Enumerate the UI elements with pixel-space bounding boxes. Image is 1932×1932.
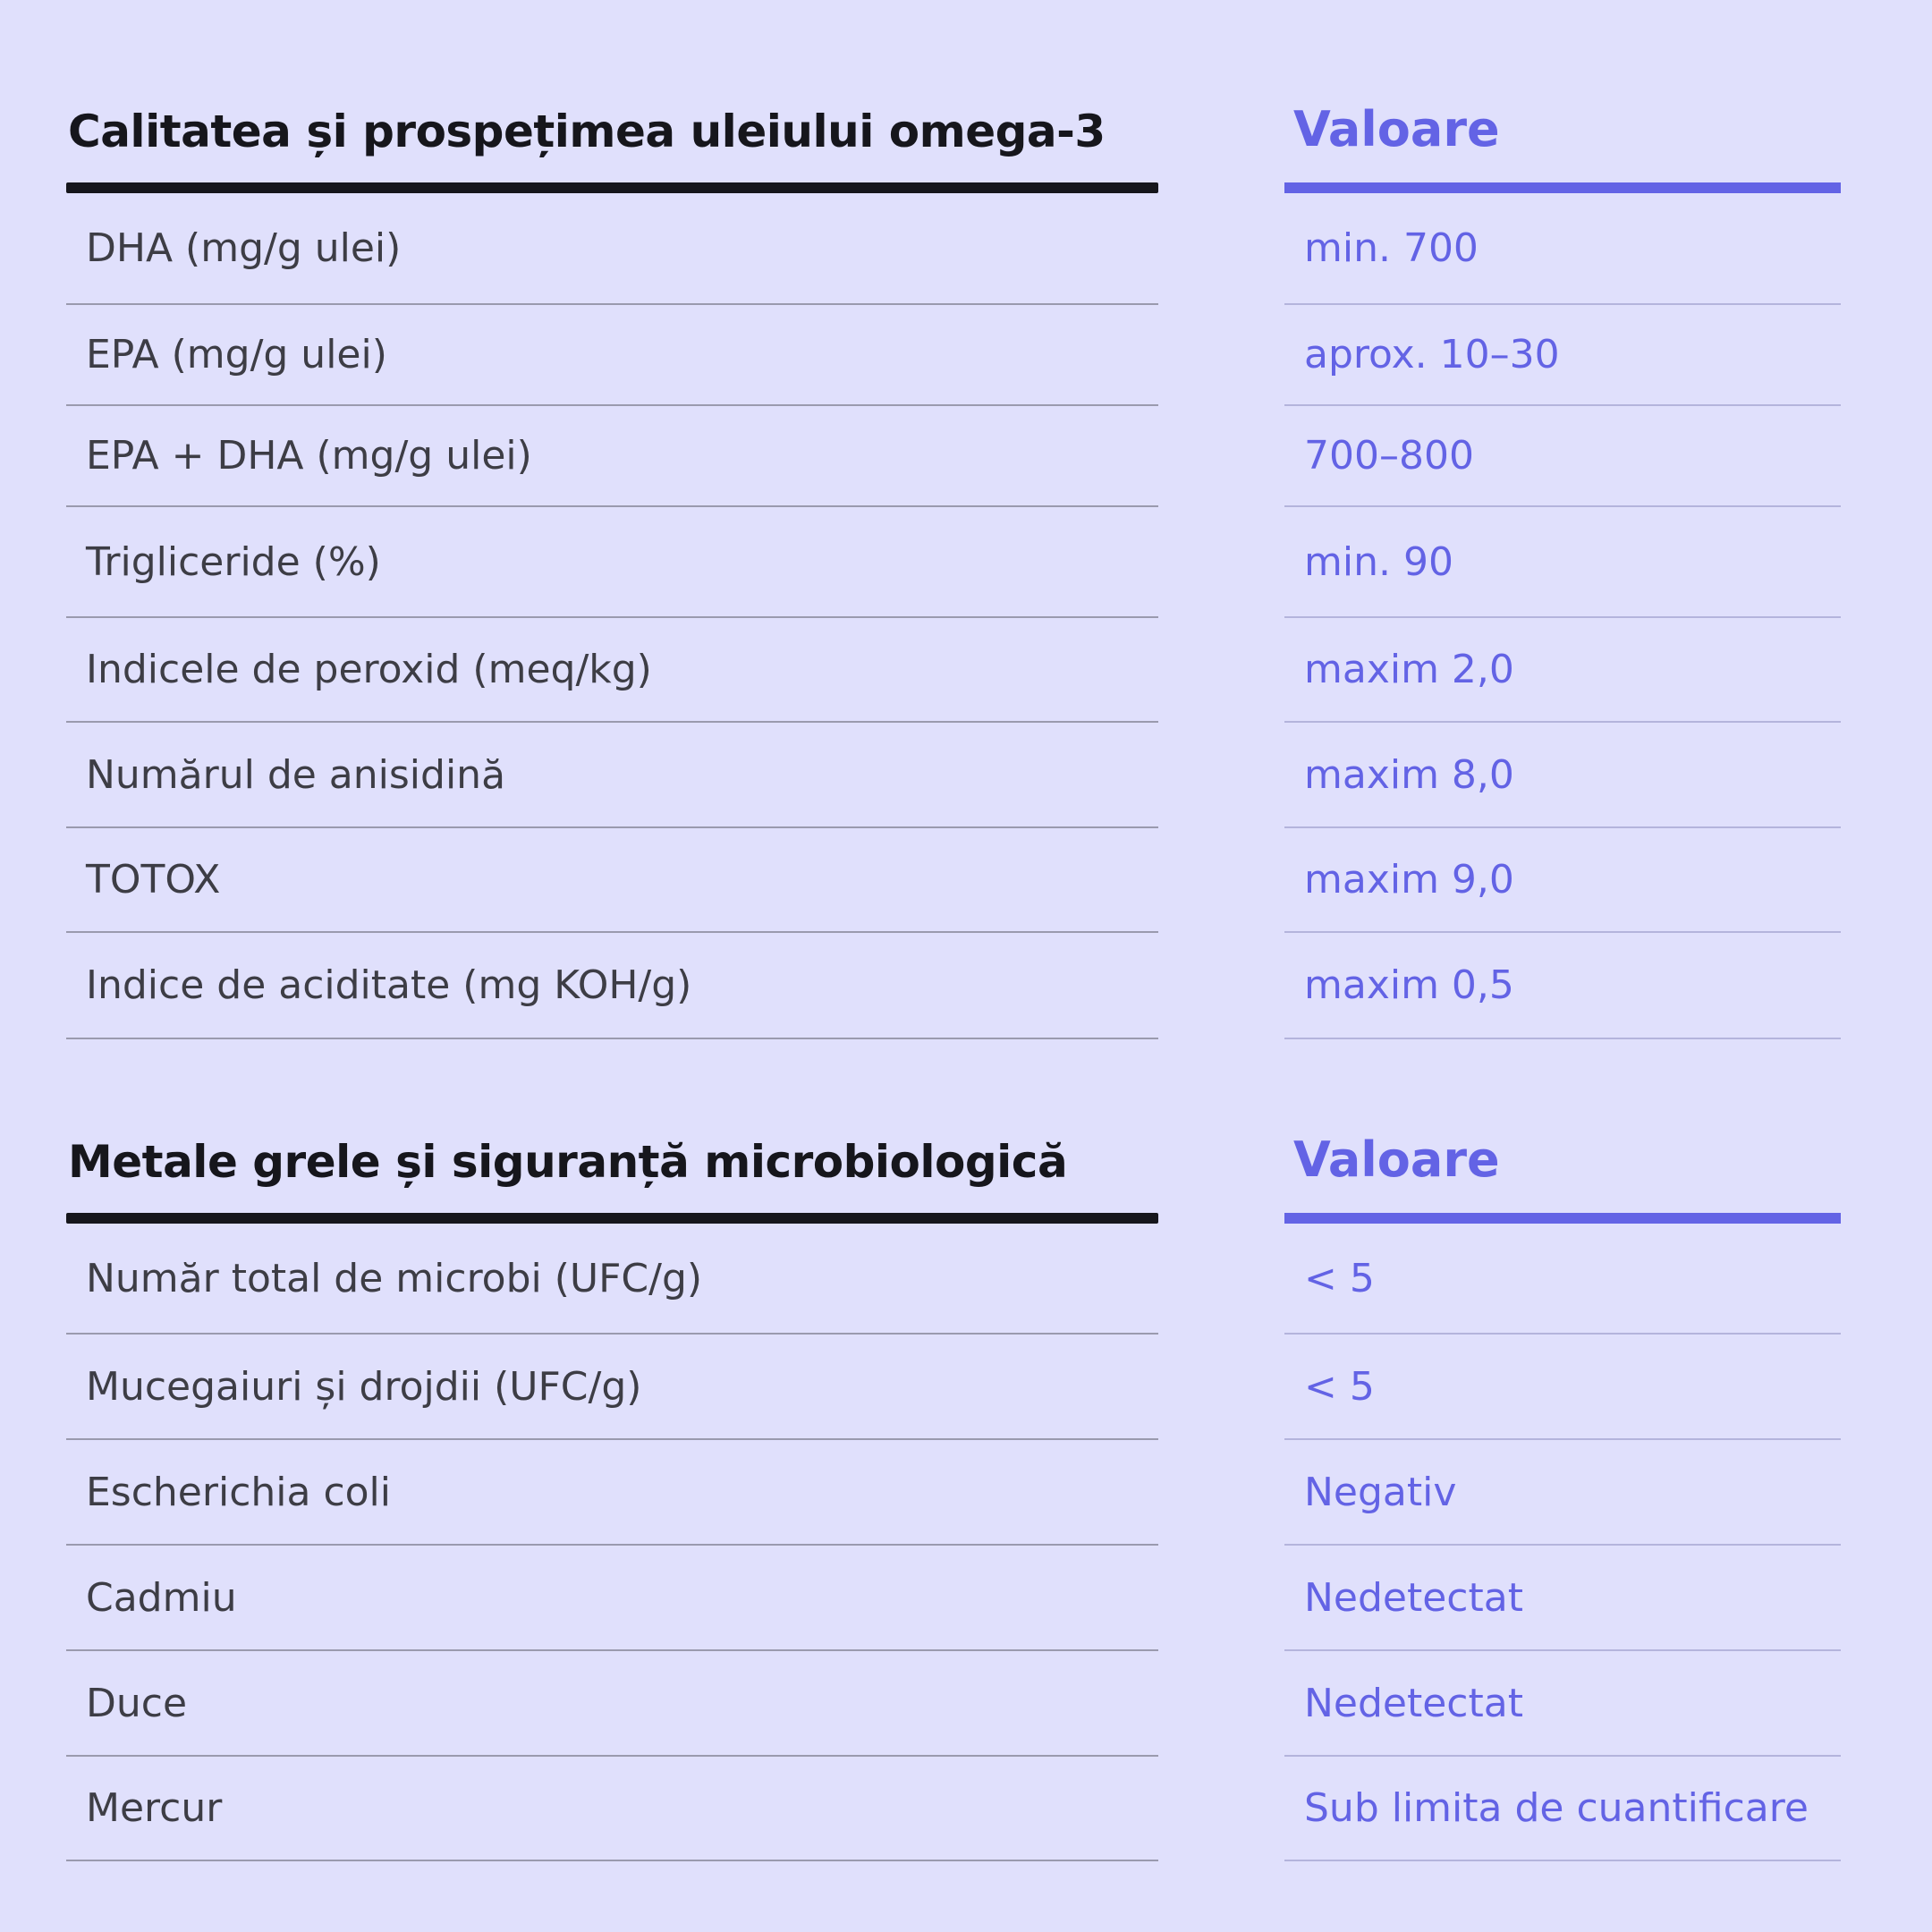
row-label: Indicele de peroxid (meq/kg) <box>86 647 652 692</box>
table-row <box>1284 507 1841 618</box>
row-label: Mucegaiuri și drojdii (UFC/g) <box>86 1363 642 1410</box>
row-value: maxim 0,5 <box>1304 962 1514 1008</box>
table-row <box>1284 828 1841 933</box>
table-row <box>66 1546 1158 1651</box>
table-row <box>1284 933 1841 1039</box>
table-row <box>66 828 1158 933</box>
section-heading <box>66 1066 1158 1224</box>
table-row <box>1284 1546 1841 1651</box>
row-label: Duce <box>86 1680 188 1726</box>
table-row <box>1284 1651 1841 1757</box>
table-row <box>66 1651 1158 1757</box>
row-label: Indice de aciditate (mg KOH/g) <box>86 962 692 1008</box>
row-value: maxim 2,0 <box>1304 647 1514 692</box>
row-label: EPA + DHA (mg/g ulei) <box>86 433 532 479</box>
value-heading <box>1284 1066 1841 1224</box>
row-value: min. 90 <box>1304 538 1453 585</box>
value-heading <box>1284 36 1841 193</box>
row-label: Numărul de anisidină <box>86 751 506 798</box>
row-value: min. 700 <box>1304 225 1479 271</box>
table-row <box>1284 406 1841 507</box>
section-title: Calitatea și prospețimea uleiului omega-3 <box>68 106 1106 157</box>
row-value: Nedetectat <box>1304 1680 1523 1726</box>
table-row <box>66 1757 1158 1861</box>
row-value: Sub limita de cuantificare <box>1304 1785 1809 1831</box>
value-column <box>1284 1066 1841 1861</box>
table-row <box>66 193 1158 305</box>
table-row <box>1284 1440 1841 1546</box>
section-title: Metale grele și siguranță microbiologică <box>68 1136 1068 1188</box>
table-row <box>1284 723 1841 828</box>
value-column <box>1284 36 1841 1039</box>
row-label: Mercur <box>86 1785 223 1831</box>
table-row <box>1284 618 1841 723</box>
row-label: Escherichia coli <box>86 1469 391 1515</box>
heading-divider <box>66 1213 1158 1224</box>
table-row <box>66 406 1158 507</box>
row-label: Număr total de microbi (UFC/g) <box>86 1255 703 1301</box>
row-value: < 5 <box>1304 1363 1375 1410</box>
row-value: 700–800 <box>1304 433 1474 479</box>
row-label: Cadmiu <box>86 1574 237 1621</box>
table-row <box>66 305 1158 406</box>
parameter-column <box>66 1066 1158 1861</box>
row-value: maxim 8,0 <box>1304 751 1514 798</box>
row-label: TOTOX <box>86 857 221 902</box>
row-value: Nedetectat <box>1304 1574 1523 1621</box>
row-value: maxim 9,0 <box>1304 857 1514 902</box>
row-label: Trigliceride (%) <box>86 538 381 585</box>
table-row <box>1284 1335 1841 1440</box>
table-row <box>66 1224 1158 1335</box>
parameter-column <box>66 36 1158 1039</box>
table-row <box>66 507 1158 618</box>
table-row <box>66 933 1158 1039</box>
section-heading <box>66 36 1158 193</box>
value-header: Valoare <box>1293 101 1500 157</box>
value-heading-divider <box>1284 182 1841 193</box>
table-row <box>66 618 1158 723</box>
row-value: Negativ <box>1304 1469 1457 1515</box>
table-row <box>66 723 1158 828</box>
table-row <box>66 1440 1158 1546</box>
table-row <box>1284 305 1841 406</box>
table-row <box>1284 1757 1841 1861</box>
row-label: DHA (mg/g ulei) <box>86 225 402 271</box>
heading-divider <box>66 182 1158 193</box>
table-row <box>1284 193 1841 305</box>
row-label: EPA (mg/g ulei) <box>86 332 387 377</box>
row-value: aprox. 10–30 <box>1304 332 1560 377</box>
value-heading-divider <box>1284 1213 1841 1224</box>
table-row <box>66 1335 1158 1440</box>
value-header: Valoare <box>1293 1131 1500 1188</box>
row-value: < 5 <box>1304 1255 1375 1301</box>
table-row <box>1284 1224 1841 1335</box>
